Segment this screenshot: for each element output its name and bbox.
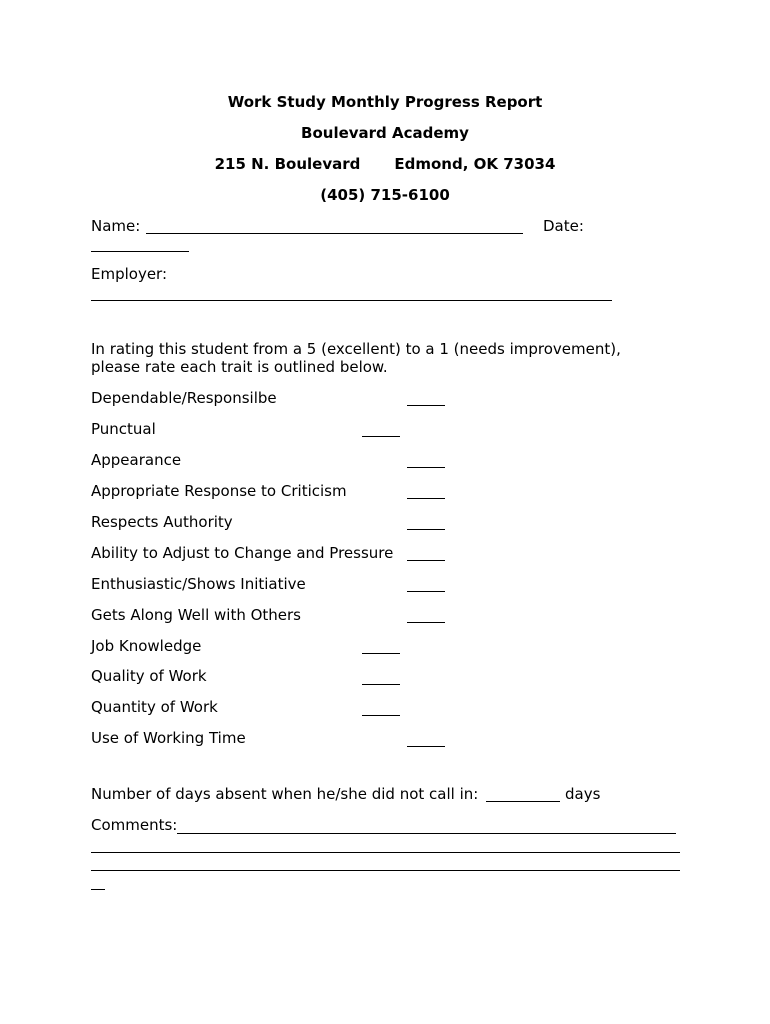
trait-rating-blank[interactable] <box>407 498 445 499</box>
trait-rating-blank[interactable] <box>407 467 445 468</box>
date-label: Date: <box>543 217 584 235</box>
trait-label: Quantity of Work <box>91 698 218 716</box>
trait-rating-blank[interactable] <box>407 591 445 592</box>
trait-rating-blank[interactable] <box>362 684 400 685</box>
trait-rating-blank[interactable] <box>362 436 400 437</box>
trait-label: Appropriate Response to Criticism <box>91 482 347 500</box>
trait-rating-blank[interactable] <box>362 653 400 654</box>
trait-label: Respects Authority <box>91 513 233 531</box>
report-title: Work Study Monthly Progress Report <box>227 93 543 111</box>
trait-label: Enthusiastic/Shows Initiative <box>91 575 306 593</box>
absent-days-suffix: days <box>565 785 601 803</box>
comments-line[interactable] <box>91 889 105 890</box>
trait-rating-blank[interactable] <box>407 529 445 530</box>
trait-rating-blank[interactable] <box>407 622 445 623</box>
comments-label: Comments: <box>91 816 178 834</box>
comments-line[interactable] <box>177 833 676 834</box>
absent-days-field[interactable] <box>486 801 560 802</box>
trait-rating-blank[interactable] <box>407 560 445 561</box>
trait-label: Gets Along Well with Others <box>91 606 301 624</box>
street-address: 215 N. Boulevard <box>214 155 361 173</box>
comments-line[interactable] <box>91 852 680 853</box>
employer-label: Employer: <box>91 265 168 283</box>
date-field[interactable] <box>91 251 189 252</box>
trait-rating-blank[interactable] <box>407 405 445 406</box>
trait-label: Ability to Adjust to Change and Pressure <box>91 544 394 562</box>
trait-label: Dependable/Responsilbe <box>91 389 277 407</box>
city-state-zip: Edmond, OK 73034 <box>394 155 556 173</box>
phone-number: (405) 715-6100 <box>320 186 450 204</box>
trait-label: Use of Working Time <box>91 729 246 747</box>
trait-rating-blank[interactable] <box>407 746 445 747</box>
name-label: Name: <box>91 217 141 235</box>
school-name: Boulevard Academy <box>301 124 469 142</box>
trait-label: Punctual <box>91 420 156 438</box>
employer-field[interactable] <box>91 300 612 301</box>
comments-line[interactable] <box>91 870 680 871</box>
absent-label: Number of days absent when he/she did not call in: <box>91 785 479 803</box>
instructions-line-1: In rating this student from a 5 (excellent) to a 1 (needs improvement), <box>91 340 621 358</box>
instructions-line-2: please rate each trait is outlined below. <box>91 358 388 376</box>
trait-label: Job Knowledge <box>91 637 202 655</box>
trait-label: Quality of Work <box>91 667 207 685</box>
trait-label: Appearance <box>91 451 182 469</box>
trait-rating-blank[interactable] <box>362 715 400 716</box>
address-line <box>0 155 770 173</box>
name-field[interactable] <box>146 233 523 234</box>
